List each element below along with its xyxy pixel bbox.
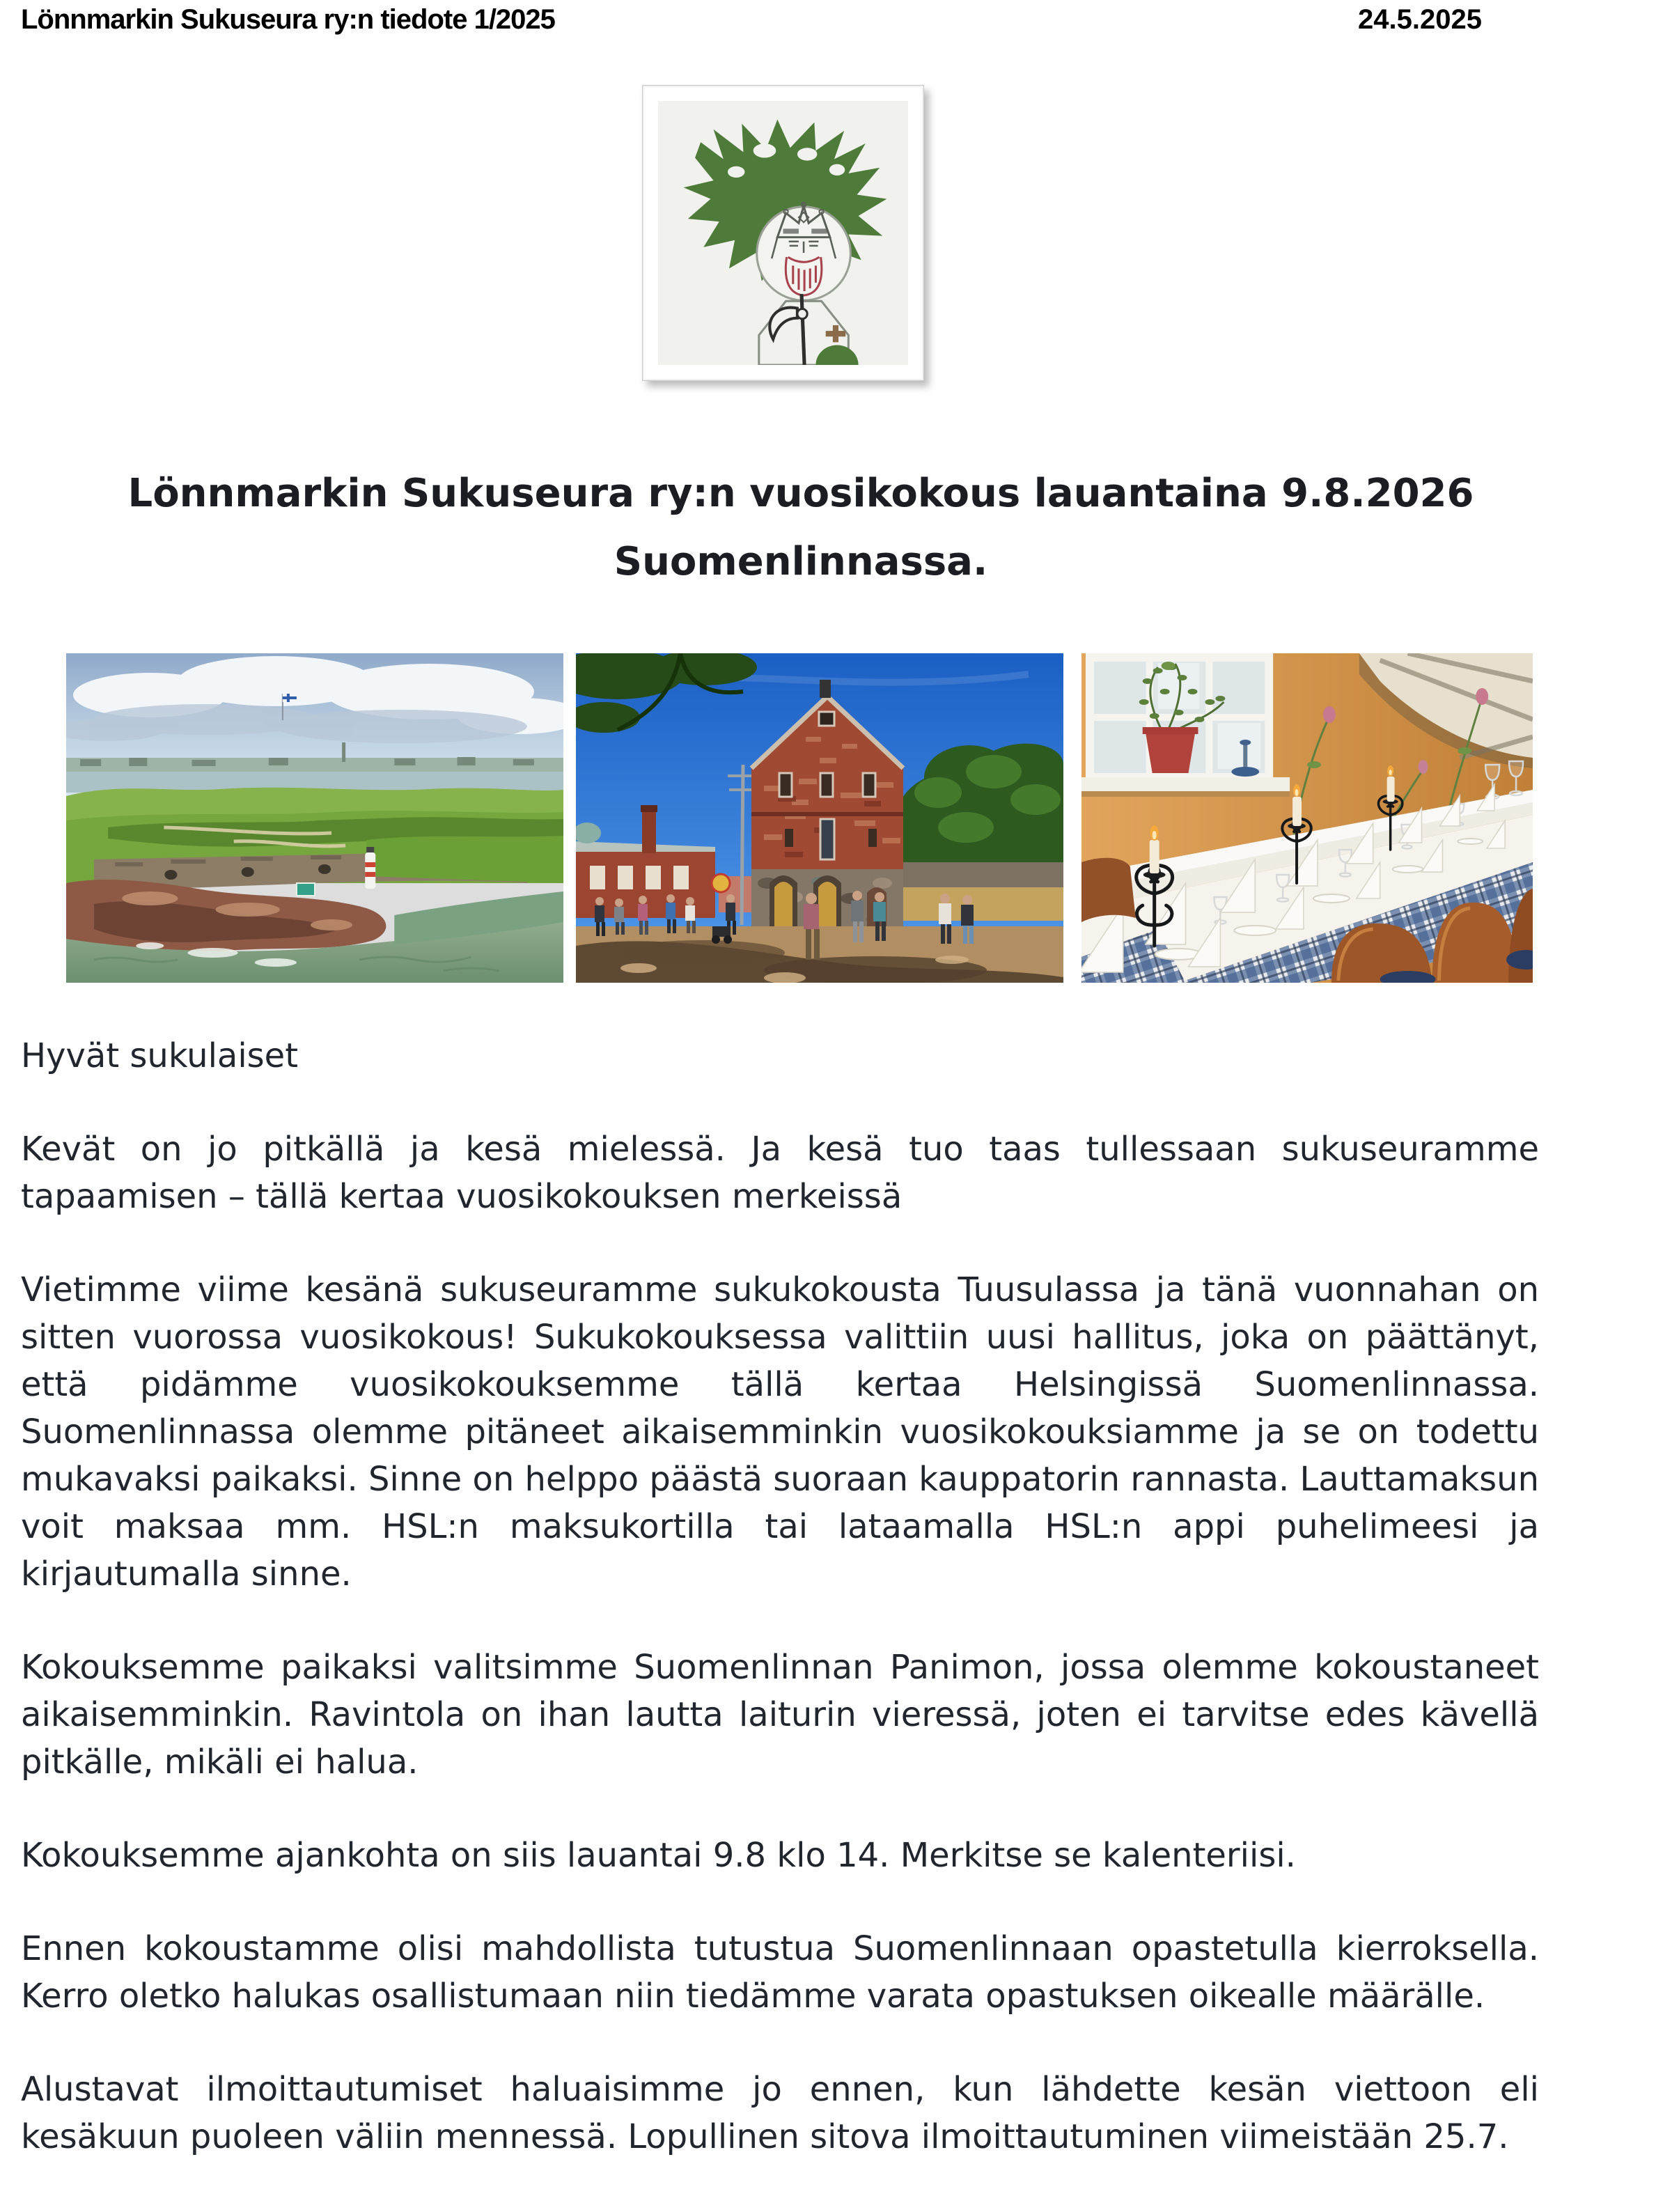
photo-suomenlinna-brick-building (576, 653, 1063, 983)
document-header-title: Lönnmarkin Sukuseura ry:n tiedote 1/2025 (21, 4, 555, 35)
body-paragraph: Ennen kokoustamme olisi mahdollista tutustua Suomenlinnaan opastetulla kierroksella. Kerro oletko halukas osallistumaan niin tiedämme varata opastuksen oikealle määrälle. (21, 1929, 1539, 2016)
document-header-date: 24.5.2025 (1358, 4, 1482, 35)
society-logo (642, 85, 924, 381)
main-heading-line1: Lönnmarkin Sukuseura ry:n vuosikokous lauantaina 9.8.2026 (127, 471, 1474, 516)
body-text (21, 1032, 1539, 2206)
body-paragraph: Vietimme viime kesänä sukuseuramme sukukokousta Tuusulassa ja tänä vuonnahan on sitten vuorossa vuosikokous! Sukukokouksessa valittiin uusi hallitus, joka on päättänyt, että pidämme vuosikokouksemme tällä kertaa Helsingissä Suomenlinnassa. Suomenlinnassa olemme pitäneet aikaisemminkin vuosikokouksiamme ja se on todettu mukavaksi paikaksi. Sinne on helppo päästä suoraan kauppatorin rannasta. Lauttamaksun voit maksaa mm. HSL:n maksukortilla tai lataamalla HSL:n appi puhelimeesi ja kirjautumalla sinne. (21, 1270, 1539, 1594)
photo-suomenlinna-aerial (66, 653, 563, 983)
body-paragraph: Kokouksemme ajankohta on siis lauantai 9.8 klo 14. Merkitse se kalenteriisi. (21, 1836, 1296, 1875)
greeting: Hyvät sukulaiset (21, 1036, 299, 1075)
body-paragraph: Kevät on jo pitkällä ja kesä mielessä. Ja kesä tuo taas tullessaan sukuseuramme tapaamisen – tällä kertaa vuosikokouksen merkeissä (21, 1130, 1539, 1216)
body-paragraph: Alustavat ilmoittautumiset haluaisimme jo ennen, kun lähdette kesän viettoon eli kesäkuun puoleen väliin mennessä. Lopullinen sitova ilmoittautuminen viimeistään 25.7. (21, 2070, 1539, 2156)
lighthouse-icon (365, 847, 375, 889)
main-heading-line2: Suomenlinnassa. (614, 539, 988, 584)
society-logo-image (658, 101, 908, 365)
body-paragraph: Kokouksemme paikaksi valitsimme Suomenlinnan Panimon, jossa olemme kokoustaneet aikaisemminkin. Ravintola on ihan lautta laiturin vieressä, joten ei tarvitse edes kävellä pitkälle, mikäli ei halua. (21, 1648, 1539, 1782)
main-heading (0, 460, 1602, 596)
photo-restaurant-table-setting (1081, 653, 1533, 983)
